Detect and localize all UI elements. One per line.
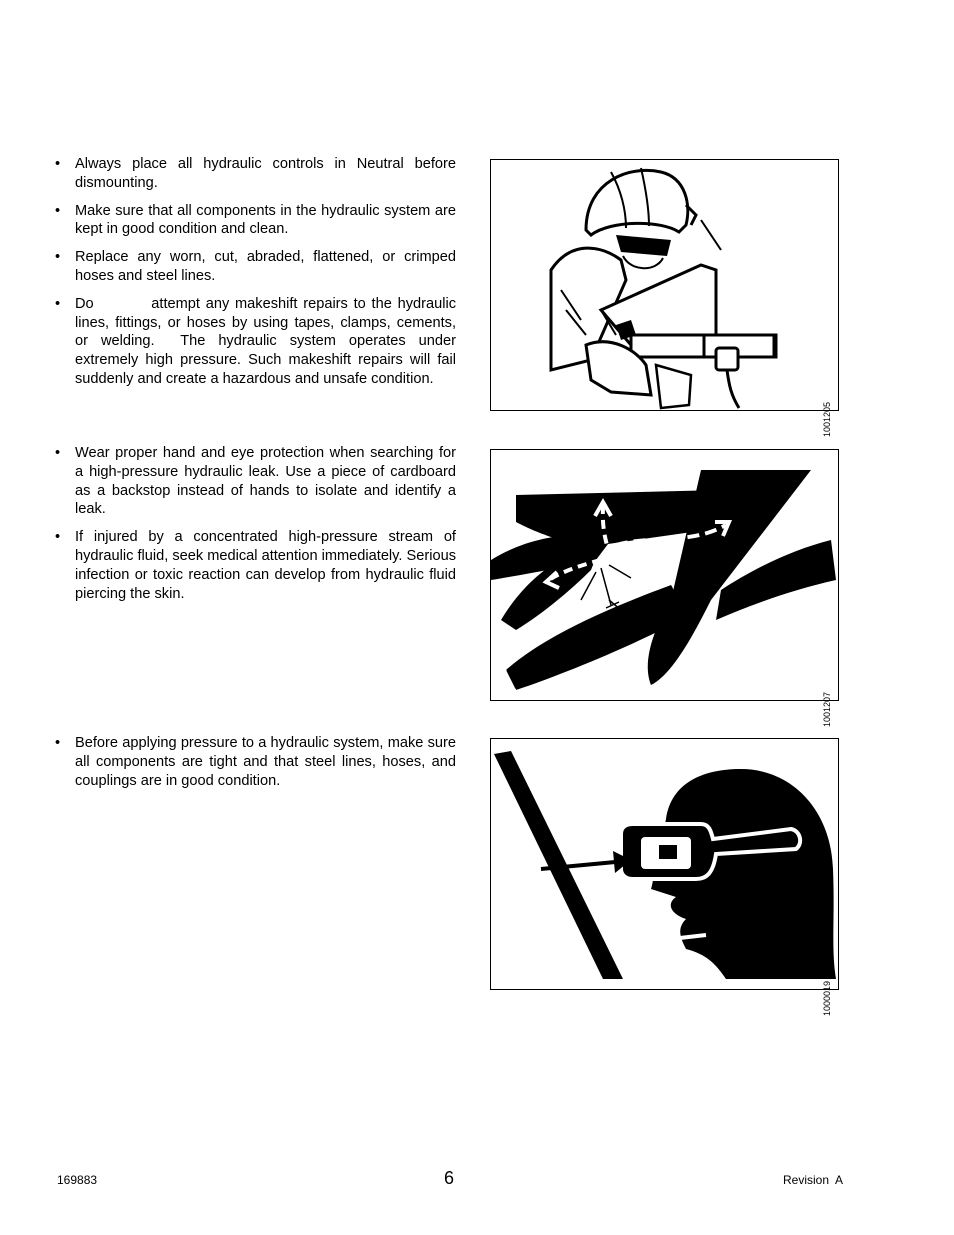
bullet-glyph: • <box>55 249 61 266</box>
bullet-glyph: • <box>55 735 61 751</box>
figure-id: 1000019 <box>822 981 832 1017</box>
bullet-list <box>55 734 456 799</box>
document-number: 169883 <box>57 1173 98 1187</box>
list-item <box>55 155 456 193</box>
bullet-glyph: • <box>55 156 61 172</box>
list-item-text: Always place all hydraulic controls in Neutral before dismounting. <box>75 156 456 191</box>
list-item <box>55 444 456 519</box>
list-item-text: Replace any worn, cut, abraded, flattened, or crimped hoses and steel lines. <box>75 249 456 284</box>
eye-protection-illustration <box>491 739 840 991</box>
bullet-glyph: • <box>55 202 61 219</box>
bullet-glyph: • <box>55 295 61 312</box>
revision-label: Revision A <box>783 1173 844 1187</box>
list-item-text: If injured by a concentrated high-pressure stream of hydraulic fluid, seek medical attention immediately. Serious infection or toxic reaction can develop from hydraulic fluid piercing the skin. <box>75 529 456 602</box>
bullet-list <box>55 444 456 612</box>
bullet-list <box>55 155 461 398</box>
hand-leak-illustration <box>491 450 840 702</box>
figure-id: 1001205 <box>822 402 832 438</box>
list-item <box>55 295 461 389</box>
list-item <box>55 734 456 790</box>
list-item-text: Do attempt any makeshift repairs to the hydraulic lines, fittings, or hoses by using tapes, clamps, cements, or welding. The hydraulic system operates under extremely high pressure. Such makeshift repairs will fail suddenly and create a hazardous and unsafe condition. <box>75 295 461 387</box>
list-item <box>55 248 456 286</box>
page-number: 6 <box>444 1168 455 1188</box>
page-footer <box>0 1168 954 1192</box>
figure-eye-protection-illustration <box>490 738 839 1017</box>
list-item-text: Wear proper hand and eye protection when searching for a high-pressure hydraulic leak. Use a piece of cardboard as a backstop instead of hands to isolate and identify a leak. <box>75 445 456 518</box>
figure-worker-hose-illustration <box>490 159 839 438</box>
bullet-glyph: • <box>55 445 61 461</box>
worker-hose-illustration <box>491 160 840 412</box>
bullet-glyph: • <box>55 529 61 546</box>
figure-hand-leak-illustration <box>490 449 839 728</box>
list-item <box>55 202 456 240</box>
list-item <box>55 528 456 603</box>
figure-id: 1001207 <box>822 692 832 728</box>
list-item-text: Before applying pressure to a hydraulic system, make sure all components are tight and that steel lines, hoses, and couplings are in good condition. <box>75 735 456 789</box>
list-item-text: Make sure that all components in the hydraulic system are kept in good condition and clean. <box>75 202 456 238</box>
